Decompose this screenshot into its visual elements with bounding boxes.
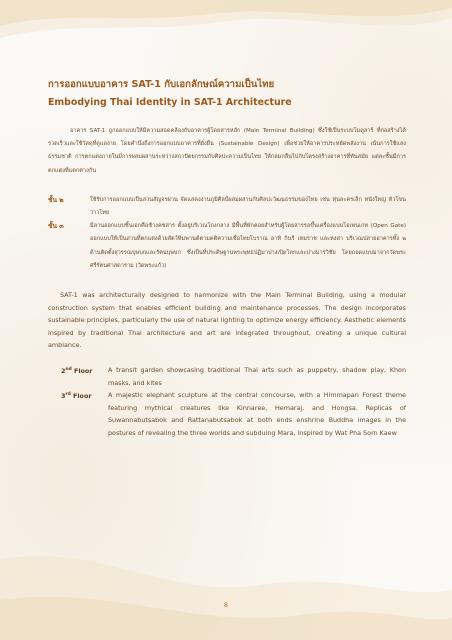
english-floor-2-text: A transit garden showcasing traditional Thai arts such as puppetry, shadow play, Khon masks, and kites (108, 366, 406, 387)
thai-floor-3-row (48, 220, 406, 273)
thai-intro-paragraph: อาคาร SAT-1 ถูกออกแบบให้มีความสอดคล้องกับอาคารผู้โดยสารหลัก (Main Terminal Building) ซึ่งใช้เป็นระบบโมดูลาร์ ที่ก่อสร้างได้รวดเร็วและใช้วัสดุที่ดูแลง่าย โดยคำนึงถึงการออกแบบอาคารที่ยั่งยืน (Sustainable Design) เพื่อช่วยให้อาคารประหยัดพลังงาน เน้นการใช้แสงธรรมชาติ การตกแต่งภายในมีการผสมผสานระหว่างสถาปัตยกรรมกับศิลปะความเป็นไทย ให้กลมกลืนไปกับโครงสร้างอาคารที่ทันสมัย แต่ละชั้นมีการตกแต่งที่แตกต่างกัน (48, 128, 406, 174)
thai-floor-2-row (48, 194, 406, 220)
title-thai: การออกแบบอาคาร SAT-1 กับเอกลักษณ์ความเป็นไทย (48, 79, 275, 90)
thai-floor-2-label: ชั้น ๒ (48, 195, 64, 204)
english-intro-paragraph: SAT-1 was architecturally designed to harmonize with the Main Terminal Building, using a modular construction system that enables efficient building and maintenance processes. The design incorporates sustainable principles, particularly the use of natural lighting to optimize energy efficiency. Aesthetic elements inspired by traditional Thai architecture and art are integrated throughout, creating a unique cultural ambiance. (48, 291, 406, 350)
english-floor-2-label: 2nd Floor (61, 367, 93, 376)
english-floor-3-row (61, 389, 406, 439)
english-floor-3-label: 3rd Floor (61, 392, 92, 401)
page-number: 8 (223, 601, 229, 609)
thai-floor-3-label: ชั้น ๓ (48, 222, 64, 231)
thai-floor-list (48, 194, 406, 273)
thai-floor-2-text: ใช้รับการออกแบบเป็นสวนสัญจรผ่าน จัดแสดงงานภูมิศิลป์ผสมผสานกับศิลปะวัฒนธรรมของไทย เช่น หุ่นละครเล็ก หนังใหญ่ หัวโขน ว่าวไทย (90, 196, 406, 217)
english-floor-3-text: A majestic elephant sculpture at the central concourse, with a Himmapan Forest theme featuring mythical creatures like Kinnaree, Hemaraj, and Hongsa. Replicas of Suwannabutsabok and Rattanabutsabok at both ends enshrine Buddha images in the postures of revealing the three worlds and subduing Mara, inspired by Wat Pha Sorn Kaew (108, 391, 406, 437)
english-floor-2-row (61, 364, 406, 389)
title-english: Embodying Thai Identity in SAT-1 Architecture (48, 97, 292, 108)
english-floor-list (61, 364, 406, 440)
page-content (48, 78, 406, 440)
thai-floor-3-text: มีลานออกแบบชิ้นเอกคือช้างคชสาร ตั้งอยู่บริเวณโถงกลาง มีพื้นที่พักคอยสำหรับผู้โดยสารรอขึ้นเครื่องแบบโอเพ่นเกท (Open Gate) ออกแบบให้เป็นสวนที่ตกแต่งด้วยสัตว์หิมพานต์ตามคติความเชื่อไทยโบราณ อาทิ กินรี เหมราช และหงสา บริเวณปลายอาคารทั้ง ๒ ด้านติดตั้งสุวรรณบุษบกและรัตนบุษบก ซึ่งเป็นที่ประดิษฐานพระพุทธปฏิมาปางเปิดโลกและปางมารวิชัย โดยถอดแบบมาจากวัดพระศรีรัตนศาสดาราม (วัดพระแก้ว) (90, 223, 406, 269)
